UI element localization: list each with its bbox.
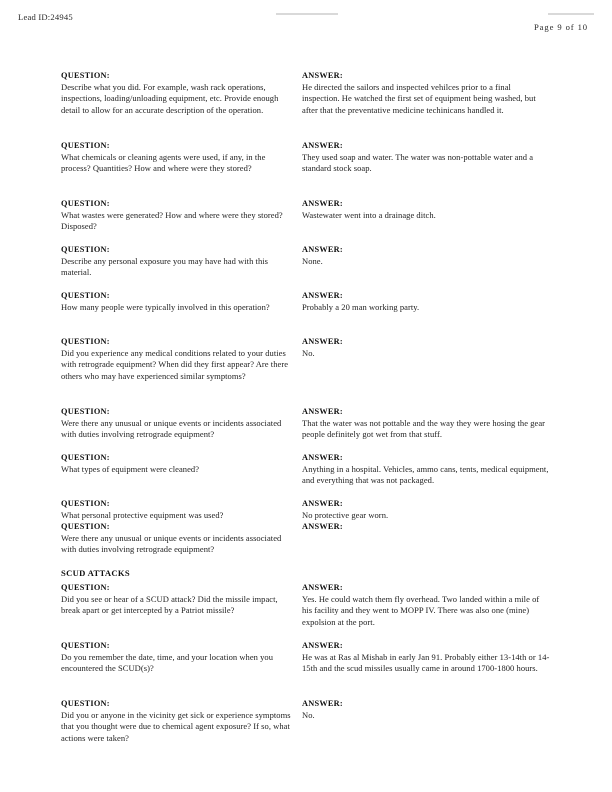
question-text: Did you experience any medical conditions related to your duties with retrograde equipment? When did they first appear? Are there others who may have experienced similar symptoms?: [61, 347, 289, 381]
question-block-10: [61, 521, 293, 556]
answer-label: ANSWER:: [302, 453, 343, 462]
question-block-3: [61, 198, 293, 233]
answer-block-1: [302, 70, 550, 116]
question-block-6: [61, 336, 293, 382]
answer-label: ANSWER:: [302, 337, 343, 346]
answer-text: No.: [302, 347, 315, 358]
question-label: QUESTION:: [61, 407, 110, 416]
answer-label: ANSWER:: [302, 407, 343, 416]
answer-text: No protective gear worn.: [302, 509, 389, 520]
answer-block-12: [302, 640, 550, 675]
answer-text: That the water was not pottable and the way they were hosing the gear people definitely got wet from that stuff.: [302, 417, 546, 440]
answer-text: No.: [302, 709, 315, 720]
question-text: Do you remember the date, time, and your location when you encountered the SCUD(s)?: [61, 651, 274, 674]
question-block-2: [61, 140, 293, 175]
question-label: QUESTION:: [61, 699, 110, 708]
question-label: QUESTION:: [61, 641, 110, 650]
answer-block-4: [302, 244, 550, 267]
question-label: QUESTION:: [61, 71, 110, 80]
answer-label: ANSWER:: [302, 245, 343, 254]
answers-column: [302, 70, 550, 792]
question-block-5: [61, 290, 293, 313]
question-text: How many people were typically involved in this operation?: [61, 301, 270, 312]
answer-label: ANSWER:: [302, 522, 343, 531]
scan-artifact-mark: [276, 13, 338, 15]
answer-label: ANSWER:: [302, 291, 343, 300]
page-header: [0, 12, 612, 36]
section-header-scud-attacks: [61, 567, 293, 579]
section-title: SCUD ATTACKS: [61, 568, 130, 578]
answer-block-10: [302, 521, 550, 533]
question-block-13: [61, 698, 293, 744]
answer-block-5: [302, 290, 550, 313]
answer-label: ANSWER:: [302, 699, 343, 708]
question-label: QUESTION:: [61, 522, 110, 531]
question-text: Were there any unusual or unique events or incidents associated with duties involving retrograde equipment?: [61, 532, 282, 555]
page-number-label: Page 9 of 10: [534, 22, 588, 32]
question-block-8: [61, 452, 293, 475]
answer-block-11: [302, 582, 550, 628]
answer-block-9: [302, 498, 550, 521]
question-label: QUESTION:: [61, 291, 110, 300]
answer-label: ANSWER:: [302, 499, 343, 508]
question-label: QUESTION:: [61, 337, 110, 346]
answer-label: ANSWER:: [302, 583, 343, 592]
question-label: QUESTION:: [61, 583, 110, 592]
question-text: What wastes were generated? How and where were they stored? Disposed?: [61, 209, 283, 232]
answer-text: Wastewater went into a drainage ditch.: [302, 209, 436, 220]
question-text: What chemicals or cleaning agents were used, if any, in the process? Quantities? How and where were they stored?: [61, 151, 266, 174]
answer-block-7: [302, 406, 550, 441]
qa-columns: [0, 70, 612, 792]
lead-id-label: Lead ID:24945: [18, 12, 73, 22]
questions-column: [61, 70, 293, 792]
question-block-4: [61, 244, 293, 279]
question-text: What personal protective equipment was used?: [61, 509, 224, 520]
answer-text: Yes. He could watch them fly overhead. Two landed within a mile of his facility and they went to MOPP IV. There was also one (mine) expolsion at the port.: [302, 593, 540, 627]
answer-block-8: [302, 452, 550, 487]
question-text: Did you see or hear of a SCUD attack? Did the missile impact, break apart or get intercepted by a Patriot missile?: [61, 593, 278, 616]
answer-text: He was at Ras al Mishab in early Jan 91. Probably either 13-14th or 14-15th and the scud missiles usually came in around 1700-1800 hours.: [302, 651, 550, 674]
answer-text: None.: [302, 255, 323, 266]
answer-label: ANSWER:: [302, 141, 343, 150]
question-label: QUESTION:: [61, 499, 110, 508]
question-label: QUESTION:: [61, 245, 110, 254]
answer-block-13: [302, 698, 550, 721]
question-text: Describe what you did. For example, wash rack operations, inspections, loading/unloading equipment, etc. Provide enough detail to allow for an accurate description of the operation.: [61, 81, 279, 115]
answer-text: He directed the sailors and inspected vehilces prior to a final inspection. He watched the first set of equipment being washed, but after that the preventative medicine techinicans handled it.: [302, 81, 536, 115]
answer-block-6: [302, 336, 550, 359]
question-block-12: [61, 640, 293, 675]
question-text: Were there any unusual or unique events or incidents associated with duties involving retrograde equipment?: [61, 417, 282, 440]
answer-text: Probably a 20 man working party.: [302, 301, 420, 312]
question-text: Describe any personal exposure you may have had with this material.: [61, 255, 269, 278]
question-text: Did you or anyone in the vicinity get sick or experience symptoms that you thought were due to chemical agent exposure? If so, what actions were taken?: [61, 709, 291, 743]
answer-label: ANSWER:: [302, 199, 343, 208]
answer-label: ANSWER:: [302, 641, 343, 650]
question-label: QUESTION:: [61, 453, 110, 462]
question-label: QUESTION:: [61, 141, 110, 150]
question-block-11: [61, 582, 293, 617]
question-label: QUESTION:: [61, 199, 110, 208]
answer-text: They used soap and water. The water was non-pottable water and a standard stock soap.: [302, 151, 534, 174]
question-block-9: [61, 498, 293, 521]
answer-label: ANSWER:: [302, 71, 343, 80]
question-block-7: [61, 406, 293, 441]
answer-block-3: [302, 198, 550, 221]
answer-text: Anything in a hospital. Vehicles, ammo cans, tents, medical equipment, and everything that was not packaged.: [302, 463, 549, 486]
answer-block-2: [302, 140, 550, 175]
question-text: What types of equipment were cleaned?: [61, 463, 200, 474]
scan-artifact-mark: [548, 13, 594, 15]
question-block-1: [61, 70, 293, 116]
